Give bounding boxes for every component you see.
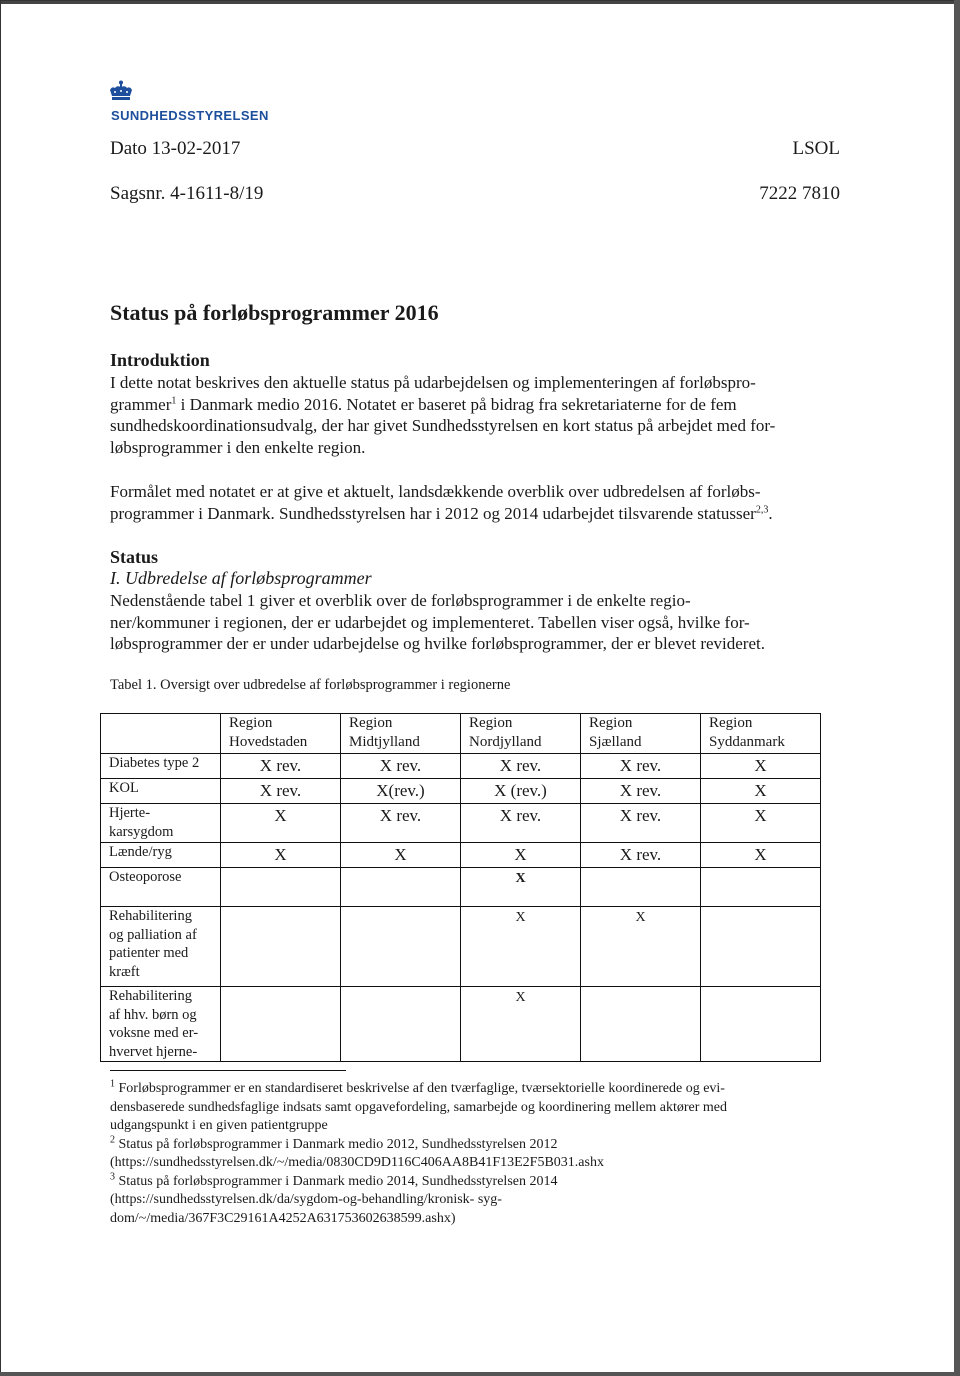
table-row [101, 804, 821, 843]
intro-text: grammer [110, 394, 172, 414]
table-cell: X [701, 804, 821, 843]
table-cell [341, 868, 461, 907]
table-cell [701, 868, 821, 907]
table-header-cell: Region Nordjylland [461, 714, 581, 754]
table-cell: X rev. [581, 843, 701, 868]
status-subheading: I. Udbredelse af forløbsprogrammer [110, 568, 372, 588]
footnote-separator [110, 1070, 346, 1071]
programs-table [100, 713, 821, 1062]
table-header-cell: Region Sjælland [581, 714, 701, 754]
table-header-cell: Region Hovedstaden [221, 714, 341, 754]
intro-text: i Danmark medio 2016. Notatet er baseret på bidrag fra sekretariaterne for de fem [176, 394, 737, 414]
table-cell: X rev. [341, 754, 461, 779]
page-shadow-right [954, 0, 960, 1376]
intro-line: løbsprogrammer i den enkelte region. [110, 437, 366, 457]
footnote-3-url: (https://sundhedsstyrelsen.dk/da/sygdom-og-behandling/kronisk- syg- [110, 1192, 502, 1207]
table-cell [341, 987, 461, 1062]
table-cell [701, 907, 821, 987]
table-cell: X [461, 907, 581, 987]
footnote-ref: 1 [171, 394, 177, 406]
phone-number: 7222 7810 [759, 183, 840, 204]
intro-paragraph [110, 372, 850, 458]
status-line: ner/kommuner i regionen, der er udarbejdet og implementeret. Tabellen viser også, hvilke for- [110, 612, 750, 632]
purpose-text: programmer i Danmark. Sundhedsstyrelsen har i 2012 og 2014 udarbejdet tilsvarende statusser [110, 503, 756, 523]
table-caption: Tabel 1. Oversigt over udbredelse af forløbsprogrammer i regionerne [110, 677, 511, 693]
document-title: Status på forløbsprogrammer 2016 [110, 300, 439, 325]
table-row [101, 779, 821, 804]
intro-line [110, 394, 850, 416]
footnote-text: Status på forløbsprogrammer i Danmark medio 2012, Sundhedsstyrelsen 2012 [115, 1136, 558, 1152]
row-label: Lænde/ryg [101, 843, 221, 868]
footnote-number: 2 [110, 1133, 115, 1145]
sundhedsstyrelsen-logo [108, 80, 269, 123]
table-cell: X [341, 843, 461, 868]
table-row [101, 843, 821, 868]
purpose-text: . [768, 503, 773, 523]
table-cell: X rev. [581, 804, 701, 843]
table-cell: X rev. [581, 779, 701, 804]
intro-line: sundhedskoordinationsudvalg, der har givet Sundhedsstyrelsen en kort status på arbejdet med for- [110, 416, 776, 435]
date-line: Dato 13-02-2017 [110, 138, 241, 159]
footnotes [110, 1080, 850, 1228]
table-cell: X [461, 843, 581, 868]
table-cell: X [701, 754, 821, 779]
row-label: Hjerte- karsygdom [101, 804, 221, 843]
footnote-text: Forløbsprogrammer er en standardiseret beskrivelse af den tværfaglige, tværsektorielle koordinerede og evi- [115, 1081, 725, 1096]
case-number: Sagsnr. 4-1611-8/19 [110, 183, 264, 204]
table-cell [221, 907, 341, 987]
table-cell: X [581, 907, 701, 987]
table-row [101, 754, 821, 779]
row-label: Rehabilitering og palliation af patienter med kræft [101, 907, 221, 987]
footnote-number: 3 [110, 1170, 115, 1182]
table-cell [581, 987, 701, 1062]
table-cell: X [221, 843, 341, 868]
footnote-3 [110, 1170, 850, 1192]
table-cell: X (rev.) [461, 779, 581, 804]
table-cell [341, 907, 461, 987]
footnote-3-url: dom/~/media/367F3C29161A4252A631753602638599.ashx) [110, 1210, 456, 1226]
footnote-text: Status på forløbsprogrammer i Danmark medio 2014, Sundhedsstyrelsen 2014 [115, 1173, 558, 1189]
initials: LSOL [792, 138, 840, 159]
status-paragraph [110, 590, 850, 655]
table-row [101, 987, 821, 1062]
row-label: Rehabilitering af hhv. børn og voksne med er- hvervet hjerne- [101, 987, 221, 1062]
table-row [101, 868, 821, 907]
table-cell: X rev. [221, 754, 341, 779]
footnote-1-cont: densbaserede sundhedsfaglige indsats samt opgavefordeling, samarbejde og koordinering mellem aktører med [110, 1099, 727, 1115]
table-cell: X [701, 843, 821, 868]
intro-line: I dette notat beskrives den aktuelle status på udarbejdelsen og implementeringen af forløbspro- [110, 373, 756, 392]
status-line: Nedenstående tabel 1 giver et overblik over de forløbsprogrammer i de enkelte regio- [110, 591, 691, 610]
table-cell: X [461, 987, 581, 1062]
table-cell: X(rev.) [341, 779, 461, 804]
table-cell [221, 868, 341, 907]
footnote-1-cont: udgangspunkt i en given patientgruppe [110, 1118, 328, 1133]
intro-heading: Introduktion [110, 350, 210, 370]
table-cell: X [701, 779, 821, 804]
crown-icon [108, 80, 134, 104]
row-label: Osteoporose [101, 868, 221, 907]
table-cell: X [221, 804, 341, 843]
purpose-paragraph [110, 481, 850, 524]
table-header-cell: Region Syddanmark [701, 714, 821, 754]
footnote-number: 1 [110, 1078, 115, 1090]
table-corner-cell [101, 714, 221, 754]
footnote-2 [110, 1133, 850, 1155]
footnote-ref: 2,3 [755, 503, 769, 515]
row-label: KOL [101, 779, 221, 804]
table-cell [581, 868, 701, 907]
status-heading: Status [110, 547, 159, 567]
table-row [101, 907, 821, 987]
footnote-1 [110, 1080, 850, 1099]
purpose-line: Formålet med notatet er at give et aktuelt, landsdækkende overblik over udbredelsen af forløbs- [110, 482, 761, 501]
table-cell: X [461, 868, 581, 907]
footnote-2-url: (https://sundhedsstyrelsen.dk/~/media/0830CD9D116C406AA8B41F13E2F5B031.ashx [110, 1155, 604, 1170]
purpose-line [110, 503, 850, 525]
table-cell: X rev. [581, 754, 701, 779]
table-cell: X rev. [461, 754, 581, 779]
table-header-cell: Region Midtjylland [341, 714, 461, 754]
table-cell: X rev. [221, 779, 341, 804]
page-shadow-bottom [0, 1372, 960, 1376]
row-label: Diabetes type 2 [101, 754, 221, 779]
logo-text: SUNDHEDSSTYRELSEN [111, 108, 269, 123]
table-cell [221, 987, 341, 1062]
table-cell: X rev. [341, 804, 461, 843]
table-cell [701, 987, 821, 1062]
table-cell: X rev. [461, 804, 581, 843]
status-line: løbsprogrammer der er under udarbejdelse og hvilke forløbsprogrammer, der er blevet revideret. [110, 634, 765, 653]
table-header-row [101, 714, 821, 754]
